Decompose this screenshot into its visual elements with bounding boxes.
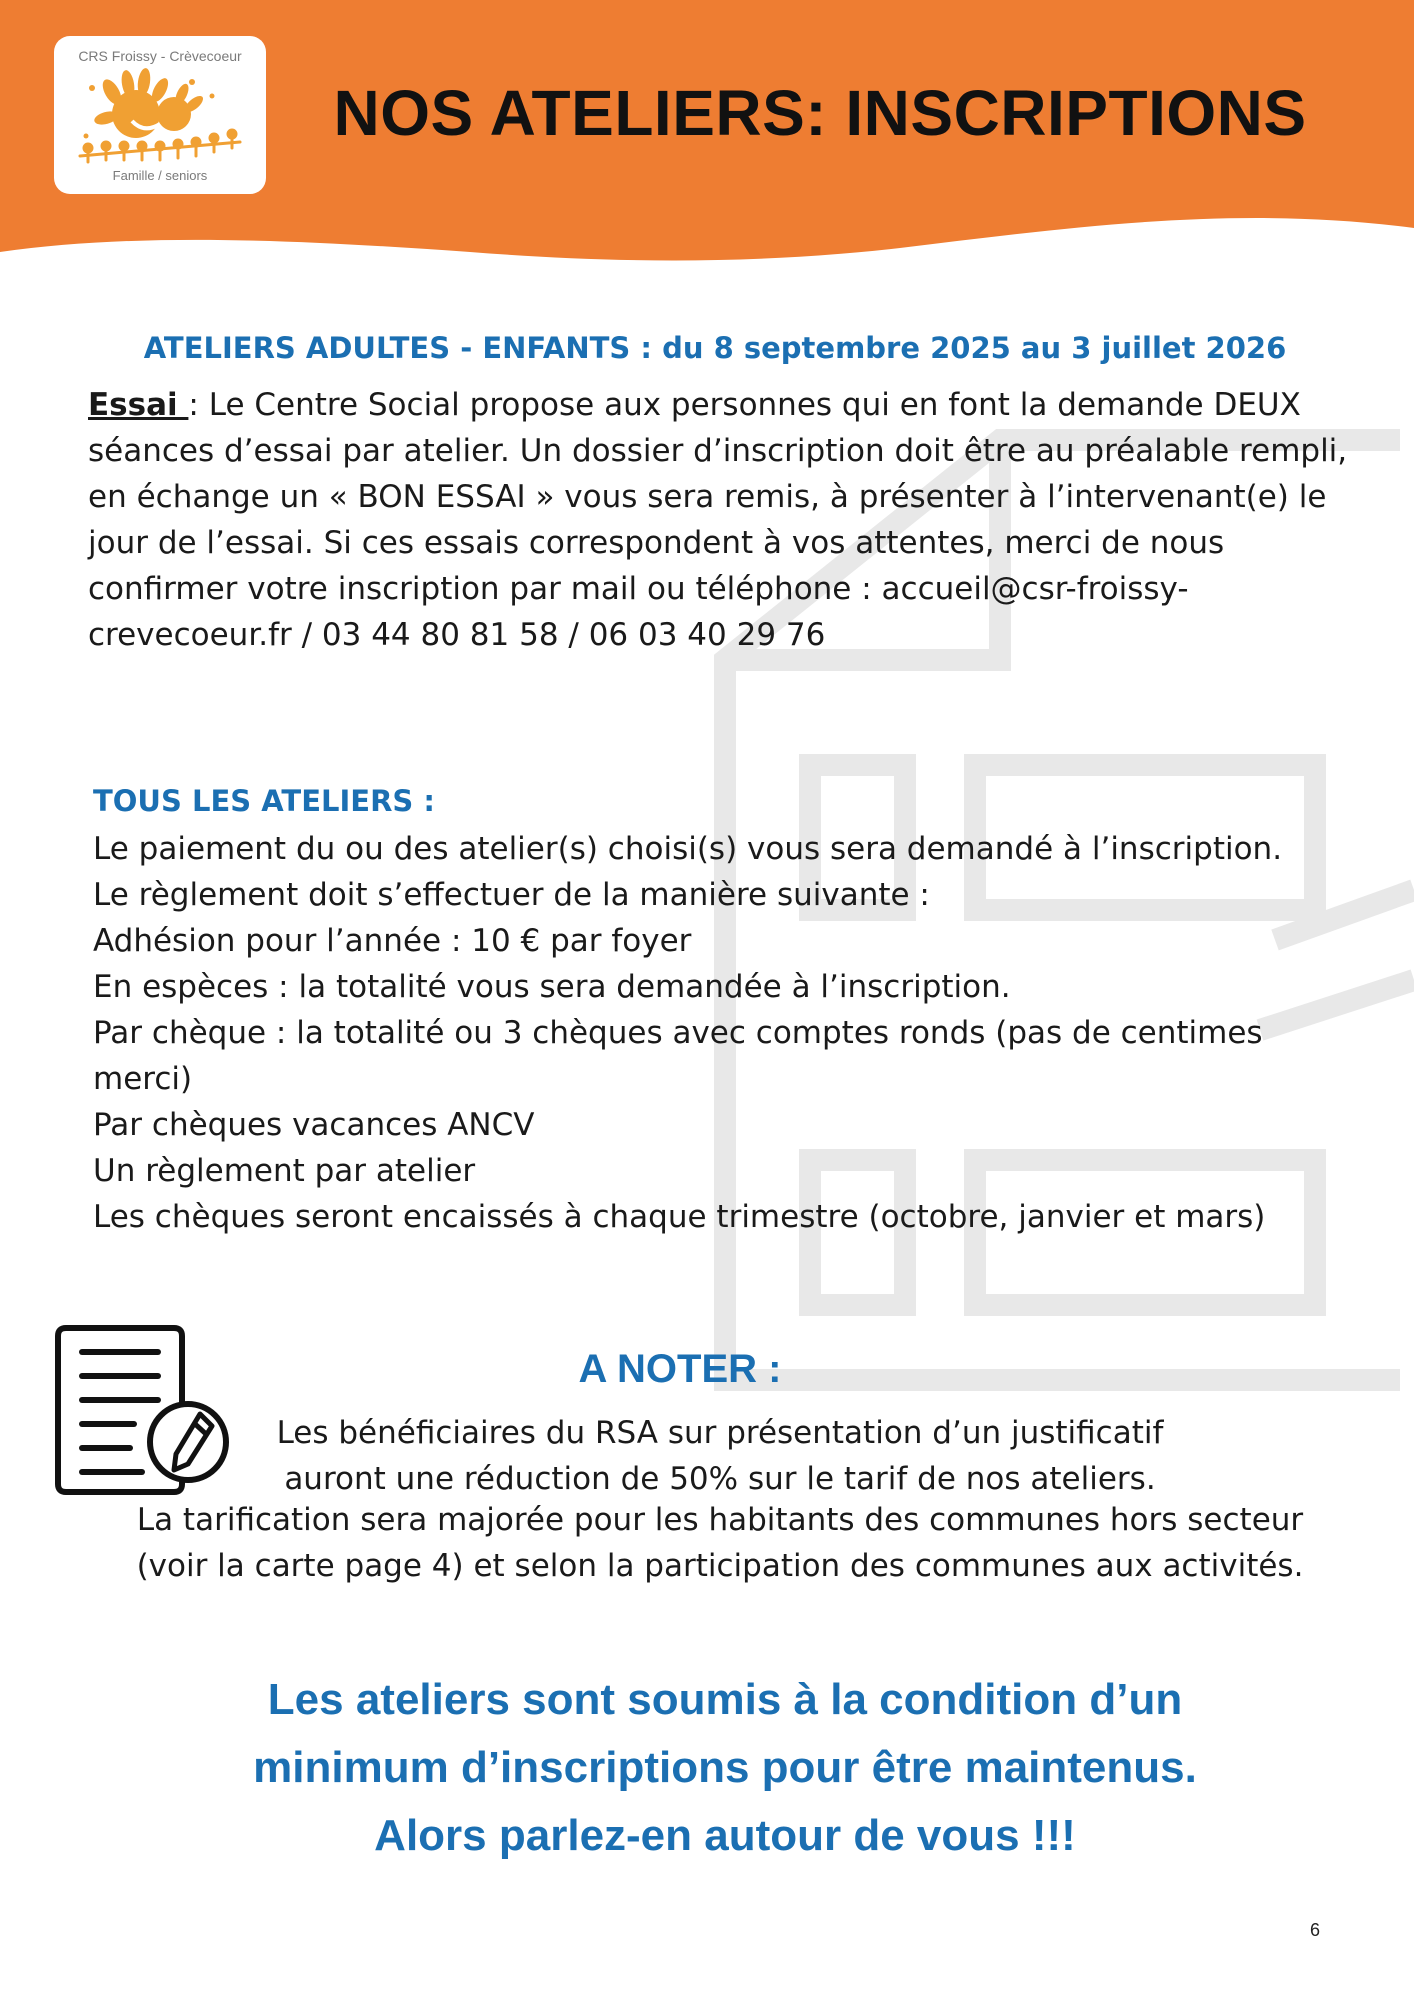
closing-message <box>110 1666 1340 1870</box>
payment-line: Par chèque : la totalité ou 3 chèques avec comptes ronds (pas de centimes merci) <box>93 1015 1263 1097</box>
payment-line: En espèces : la totalité vous sera demandée à l’inscription. <box>93 969 1011 1005</box>
page-title: NOS ATELIERS: INSCRIPTIONS <box>333 77 1307 149</box>
logo-hands-people-icon <box>72 66 248 166</box>
logo-bottom-text: Famille / seniors <box>112 168 208 183</box>
page-number: 6 <box>1309 1920 1320 1940</box>
payment-info-list <box>93 826 1353 1240</box>
closing-line-3: Alors parlez-en autour de vous !!! <box>374 1811 1076 1860</box>
tarification-text: La tarification sera majorée pour les habitants des communes hors secteur (voir la carte page 4) et selon la participation des communes aux activités. <box>136 1502 1304 1584</box>
logo <box>54 36 266 194</box>
payment-line: Adhésion pour l’année : 10 € par foyer <box>93 923 692 959</box>
closing-line-2: minimum d’inscriptions pour être maintenus. <box>253 1743 1197 1792</box>
payment-line: Les chèques seront encaissés à chaque trimestre (octobre, janvier et mars) <box>93 1199 1266 1235</box>
payment-line: Le paiement du ou des atelier(s) choisi(s) vous sera demandé à l’inscription. <box>93 831 1283 867</box>
ateliers-adultes-heading: ATELIERS ADULTES - ENFANTS : du 8 septembre 2025 au 3 juillet 2026 <box>143 331 1287 365</box>
essai-text: : Le Centre Social propose aux personnes qui en font la demande DEUX séances d’essai par atelier. Un dossier d’inscription doit être au préalable rempli, en échange un « BON ESSAI » vous sera remis, à présenter à l’intervenant(e) le jour de l’essai. Si ces essais correspondent à vos attentes, merci de nous confirmer votre inscription par mail ou téléphone : accueil@csr-froissy-crevecoeur.fr / 03 44 80 81 58 / 06 03 40 29 76 <box>88 387 1348 653</box>
logo-top-text: CRS Froissy - Crèvecoeur <box>78 48 242 64</box>
rsa-reduction-text: Les bénéficiaires du RSA sur présentation d’un justificatif auront une réduction de 50% sur le tarif de nos ateliers. <box>276 1415 1164 1497</box>
a-noter-heading: A NOTER : <box>578 1347 782 1391</box>
payment-line: Par chèques vacances ANCV <box>93 1107 535 1143</box>
essai-paragraph <box>88 382 1378 658</box>
payment-line: Un règlement par atelier <box>93 1153 476 1189</box>
notepad-pencil-icon <box>54 1324 230 1500</box>
essai-label: Essai <box>88 387 189 423</box>
tous-ateliers-heading: TOUS LES ATELIERS : <box>93 784 436 818</box>
payment-line: Le règlement doit s’effectuer de la manière suivante : <box>93 877 930 913</box>
closing-line-1: Les ateliers sont soumis à la condition d’un <box>267 1675 1183 1724</box>
